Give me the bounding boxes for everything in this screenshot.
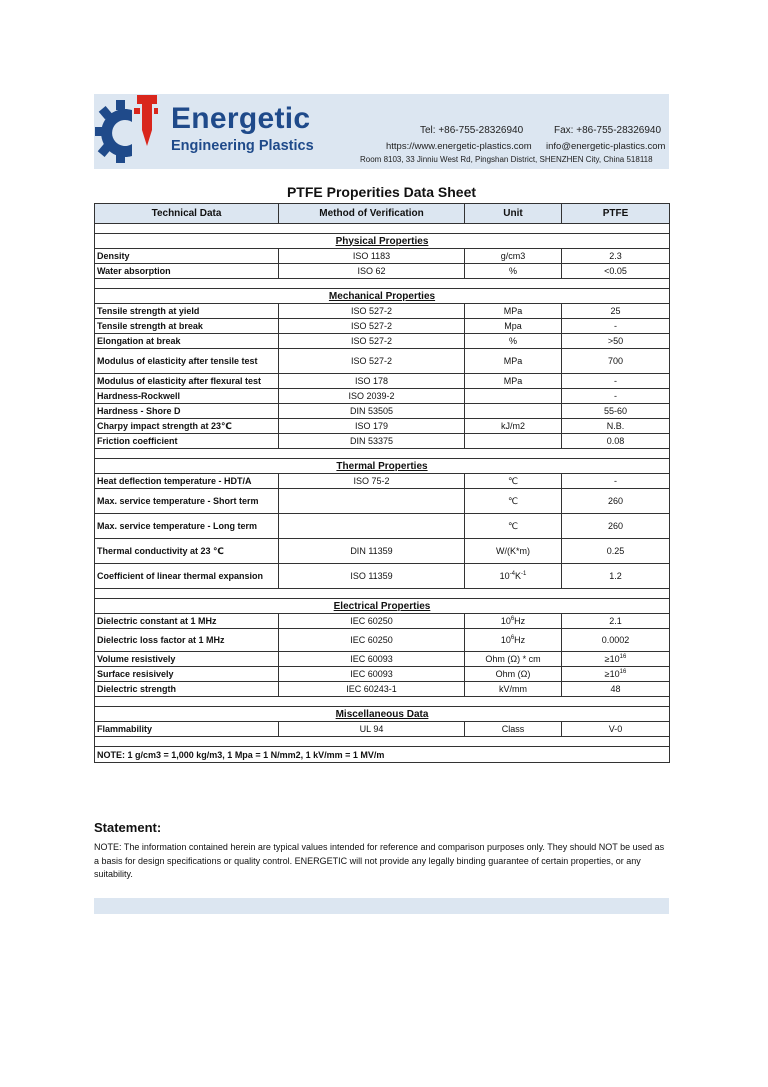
property-name: Hardness-Rockwell (95, 389, 279, 404)
property-unit: MPa (465, 304, 562, 319)
property-name: Dielectric loss factor at 1 MHz (95, 629, 279, 652)
fax: Fax: +86-755-28326940 (554, 125, 662, 136)
property-unit: Ohm (Ω) (465, 667, 562, 682)
property-unit: ℃ (465, 489, 562, 514)
property-name: Water absorption (95, 264, 279, 279)
property-value: 260 (562, 489, 670, 514)
property-name: Tensile strength at yield (95, 304, 279, 319)
property-method: IEC 60250 (279, 614, 465, 629)
property-value: 260 (562, 514, 670, 539)
property-method (279, 514, 465, 539)
property-name: Charpy impact strength at 23℃ (95, 419, 279, 434)
property-value: N.B. (562, 419, 670, 434)
unit-exponent: -1 (521, 571, 527, 577)
property-method: ISO 179 (279, 419, 465, 434)
property-method: ISO 527-2 (279, 349, 465, 374)
property-name: Max. service temperature - Short term (95, 489, 279, 514)
property-unit (465, 629, 562, 652)
property-value: >50 (562, 334, 670, 349)
table-row (95, 349, 670, 374)
table-row (95, 564, 670, 589)
spacer-row (95, 224, 670, 234)
property-value: 1.2 (562, 564, 670, 589)
website-link[interactable]: https://www.energetic-plastics.com (386, 141, 532, 152)
property-name: Coefficient of linear thermal expansion (95, 564, 279, 589)
telephone: Tel: +86-755-28326940 (420, 125, 524, 136)
property-value: 48 (562, 682, 670, 697)
spacer-row (95, 589, 670, 599)
property-unit: Mpa (465, 319, 562, 334)
table-row (95, 304, 670, 319)
property-value (562, 667, 670, 682)
property-method: ISO 527-2 (279, 334, 465, 349)
property-name: Dielectric constant at 1 MHz (95, 614, 279, 629)
statement-text: NOTE: The information contained herein are typical values intended for reference and comparison purposes only. They should NOT be used as a basis for design specifications or quality control. ENERGETIC will not provide any legally binding guarantee of certain properties, or any suitability. (94, 842, 665, 879)
property-name: Modulus of elasticity after flexural test (95, 374, 279, 389)
property-name: Friction coefficient (95, 434, 279, 449)
unit-base: 10 (500, 616, 511, 626)
property-unit: MPa (465, 374, 562, 389)
property-method: DIN 53375 (279, 434, 465, 449)
unit-suffix: Hz (514, 616, 526, 626)
property-value: - (562, 374, 670, 389)
table-row (95, 404, 670, 419)
property-value: V-0 (562, 722, 670, 737)
value-base: ≥10 (604, 669, 620, 679)
spacer-row (95, 279, 670, 289)
footer-bar (94, 898, 669, 914)
property-value: 0.0002 (562, 629, 670, 652)
property-value: 0.25 (562, 539, 670, 564)
property-unit: MPa (465, 349, 562, 374)
table-row (95, 419, 670, 434)
property-value (562, 652, 670, 667)
unit-suffix: Hz (514, 635, 526, 645)
property-name: Volume resistively (95, 652, 279, 667)
property-method (279, 489, 465, 514)
property-unit: W/(K*m) (465, 539, 562, 564)
company-header (94, 94, 669, 169)
property-method: DIN 53505 (279, 404, 465, 419)
property-method: ISO 2039-2 (279, 389, 465, 404)
table-row (95, 319, 670, 334)
table-row (95, 474, 670, 489)
email-link[interactable]: info@energetic-plastics.com (546, 141, 666, 152)
unit-conversion-note: NOTE: 1 g/cm3 = 1,000 kg/m3, 1 Mpa = 1 N/mm2, 1 kV/mm = 1 MV/m (95, 747, 670, 763)
spacer-row (95, 737, 670, 747)
property-name: Max. service temperature - Long term (95, 514, 279, 539)
property-value: <0.05 (562, 264, 670, 279)
property-value: - (562, 389, 670, 404)
property-method: IEC 60250 (279, 629, 465, 652)
value-base: ≥10 (604, 654, 620, 664)
table-row (95, 374, 670, 389)
table-row (95, 652, 670, 667)
unit-exponent: 6 (510, 616, 515, 622)
property-name: Tensile strength at break (95, 319, 279, 334)
spacer-row (95, 449, 670, 459)
property-method: ISO 75-2 (279, 474, 465, 489)
property-unit: % (465, 264, 562, 279)
property-unit (465, 564, 562, 589)
property-value: 55-60 (562, 404, 670, 419)
col-header-method: Method of Verification (279, 204, 465, 224)
property-name: Flammability (95, 722, 279, 737)
property-unit: % (465, 334, 562, 349)
unit-symbol: K (515, 571, 522, 581)
table-row (95, 514, 670, 539)
property-value: 700 (562, 349, 670, 374)
property-method: DIN 11359 (279, 539, 465, 564)
property-unit: kV/mm (465, 682, 562, 697)
property-method: ISO 62 (279, 264, 465, 279)
table-row (95, 614, 670, 629)
property-unit: kJ/m2 (465, 419, 562, 434)
value-exponent: 16 (619, 669, 627, 675)
property-name: Dielectric strength (95, 682, 279, 697)
page-title: PTFE Properities Data Sheet (286, 184, 477, 200)
table-row (95, 389, 670, 404)
property-method: IEC 60243-1 (279, 682, 465, 697)
property-value: 0.08 (562, 434, 670, 449)
property-name: Thermal conductivity at 23 ℃ (95, 539, 279, 564)
property-value: - (562, 319, 670, 334)
table-row (95, 434, 670, 449)
table-row (95, 722, 670, 737)
property-method: ISO 11359 (279, 564, 465, 589)
table-row (95, 539, 670, 564)
property-method: IEC 60093 (279, 652, 465, 667)
section-physical-title: Physical Properties (95, 234, 670, 249)
section-thermal-title: Thermal Properties (95, 459, 670, 474)
table-row (95, 629, 670, 652)
section-electrical-title: Electrical Properties (95, 599, 670, 614)
property-method: ISO 1183 (279, 249, 465, 264)
property-name: Heat deflection temperature - HDT/A (95, 474, 279, 489)
table-row (95, 249, 670, 264)
property-unit: ℃ (465, 514, 562, 539)
table-row (95, 667, 670, 682)
property-value: 2.3 (562, 249, 670, 264)
property-value: 25 (562, 304, 670, 319)
property-unit: Ohm (Ω) * cm (465, 652, 562, 667)
property-method: UL 94 (279, 722, 465, 737)
property-method: ISO 527-2 (279, 319, 465, 334)
unit-exponent: 6 (510, 635, 515, 641)
table-row (95, 489, 670, 514)
properties-table (94, 203, 670, 763)
section-misc-title: Miscellaneous Data (95, 707, 670, 722)
section-mechanical-title: Mechanical Properties (95, 289, 670, 304)
property-method: ISO 527-2 (279, 304, 465, 319)
property-unit (465, 434, 562, 449)
value-exponent: 16 (619, 654, 627, 660)
property-unit (465, 404, 562, 419)
table-row (95, 334, 670, 349)
property-method: IEC 60093 (279, 667, 465, 682)
spacer-row (95, 697, 670, 707)
brand-name: Energetic (171, 102, 311, 135)
unit-exponent: -4 (509, 571, 515, 577)
property-unit (465, 614, 562, 629)
property-name: Density (95, 249, 279, 264)
brand-subtitle: Engineering Plastics (171, 138, 314, 154)
table-row (95, 682, 670, 697)
property-unit: g/cm3 (465, 249, 562, 264)
unit-base: 10 (500, 635, 511, 645)
address: Room 8103, 33 Jinniu West Rd, Pingshan District, SHENZHEN City, China 518118 (360, 155, 653, 164)
col-header-technical-data: Technical Data (95, 204, 279, 224)
statement-title: Statement: (94, 820, 162, 835)
property-name: Modulus of elasticity after tensile test (95, 349, 279, 374)
property-name: Surface resisively (95, 667, 279, 682)
property-unit: ℃ (465, 474, 562, 489)
property-unit (465, 389, 562, 404)
property-unit: Class (465, 722, 562, 737)
property-method: ISO 178 (279, 374, 465, 389)
table-row (95, 264, 670, 279)
table-header-row (95, 204, 670, 224)
property-value: - (562, 474, 670, 489)
property-name: Hardness - Shore D (95, 404, 279, 419)
col-header-unit: Unit (465, 204, 562, 224)
company-gear-logo-icon (94, 94, 158, 169)
unit-base: 10 (499, 571, 510, 581)
property-name: Elongation at break (95, 334, 279, 349)
brand-block (171, 102, 314, 155)
property-value: 2.1 (562, 614, 670, 629)
col-header-ptfe: PTFE (562, 204, 670, 224)
